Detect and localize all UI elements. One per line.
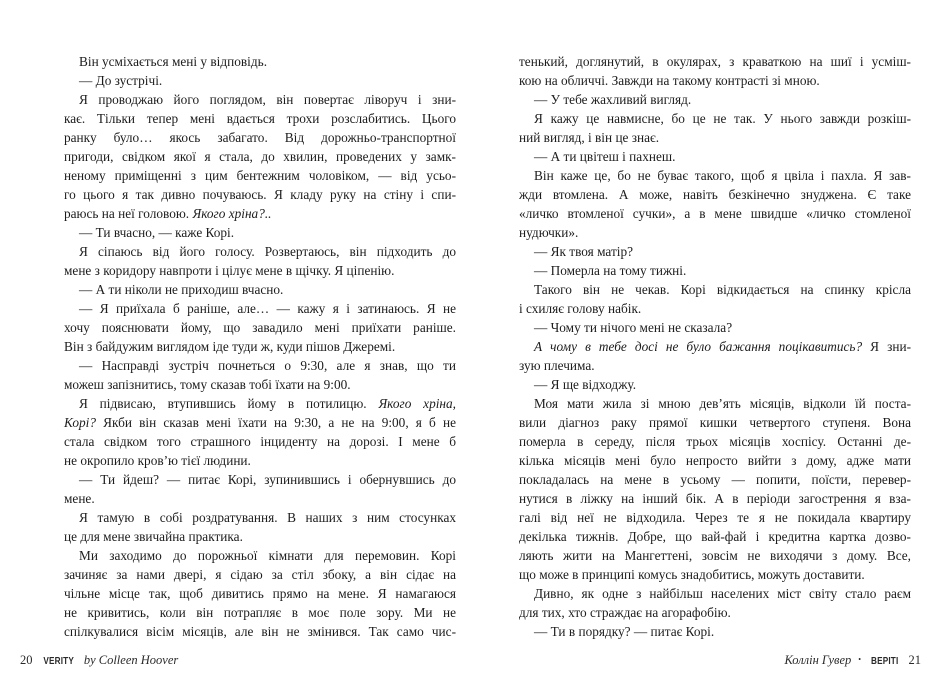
text-segment: неному приміщенні з цим бентежним чоловіком, — від усьо-	[64, 168, 456, 183]
text-segment: го цього я так дивно почуваюсь. Я кладу руку на стіну і спи-	[64, 187, 456, 202]
text-segment: мене.	[64, 491, 95, 506]
text-segment: — Насправді зустріч почнеться о 9:30, але я знав, що ти	[79, 358, 456, 373]
text-segment: не кривитись, коли він потрапляє в моє поле зору. Ми не	[64, 605, 456, 620]
page-number-right: 21	[908, 653, 921, 667]
text-segment: Дивно, як одне з найбільш населених міст світу стало раєм	[534, 586, 911, 601]
text-line	[519, 261, 911, 280]
text-segment: — До зустрічі.	[79, 73, 163, 88]
text-line	[64, 470, 456, 489]
text-segment: Я сіпаюсь від його голосу. Розвертаюсь, він підходить до	[79, 244, 456, 259]
text-line	[64, 166, 456, 185]
text-segment: не окропило кров’ю тієї людини.	[64, 453, 251, 468]
text-segment: і схиляє голову набік.	[519, 301, 642, 316]
page-right-body	[519, 52, 911, 641]
text-line	[519, 356, 911, 375]
text-segment: — Ти вчасно, — каже Корі.	[79, 225, 235, 240]
text-line	[64, 375, 456, 394]
text-segment-italic: Якого хріна?..	[192, 206, 272, 221]
text-line	[519, 527, 911, 546]
text-segment: нутися в ліжку на інший бік. А в періоди загострення я вза-	[519, 491, 911, 506]
text-line	[519, 413, 911, 432]
text-line	[519, 470, 911, 489]
text-line	[519, 128, 911, 147]
text-line	[64, 508, 456, 527]
text-line	[519, 584, 911, 603]
text-segment: — Ти йдеш? — питає Корі, зупинившись і обернувшись до	[79, 472, 456, 487]
text-line	[64, 128, 456, 147]
text-segment: це для мене звичайна практика.	[64, 529, 243, 544]
text-segment: для тих, хто страждає на агорафобію.	[519, 605, 731, 620]
text-segment: мене з коридору навпроти і цілує мене в щічку. Я ціпенію.	[64, 263, 395, 278]
text-segment: Він усміхається мені у відповідь.	[79, 54, 268, 69]
text-segment: Він з байдужим виглядом іде туди ж, куди пішов Джеремі.	[64, 339, 396, 354]
text-line	[64, 584, 456, 603]
text-line	[519, 565, 911, 584]
footer-separator-bullet: •	[858, 655, 862, 664]
text-segment: Я проводжаю його поглядом, він повертає ліворуч і зни-	[79, 92, 456, 107]
text-line	[64, 185, 456, 204]
text-segment: спілкувалися вісім місяців, але він не змінився. Так само чис-	[64, 624, 456, 639]
text-line	[64, 337, 456, 356]
text-line	[519, 147, 911, 166]
text-line	[64, 280, 456, 299]
text-segment: — А ти цвітеш і пахнеш.	[534, 149, 676, 164]
text-line	[519, 109, 911, 128]
text-line	[64, 413, 456, 432]
text-line	[64, 147, 456, 166]
text-segment: Якби він сказав мені їхати на 9:30, а не на 9:00, я б не	[103, 415, 456, 430]
text-segment: кілька місяців мені було непросто вийти з дому, адже мати	[519, 453, 911, 468]
text-segment: зачиняє за нами двері, я сідаю за стіл збоку, а він сідає на	[64, 567, 456, 582]
page-left	[0, 0, 466, 700]
text-segment: кає. Тільки тепер мені вдається трохи розслабитись. Цього	[64, 111, 456, 126]
text-segment: раюсь на неї головою.	[64, 206, 193, 221]
text-line	[64, 546, 456, 565]
text-line	[519, 280, 911, 299]
text-line	[519, 52, 911, 71]
text-line	[519, 223, 911, 242]
text-segment: Такого він не чекав. Корі відкидається на спинку крісла	[534, 282, 911, 297]
text-line	[64, 242, 456, 261]
text-line	[64, 109, 456, 128]
text-line	[519, 185, 911, 204]
text-segment: Я зни-	[870, 339, 911, 354]
text-segment: — Чому ти нічого мені не сказала?	[534, 320, 733, 335]
text-segment: Я тамую в собі роздратування. В наших з ним стосунках	[79, 510, 456, 525]
text-segment-italic: Якого хріна,	[378, 396, 456, 411]
text-segment: вили діагноз раку прямої кишки четвертого ступеня. Вона	[519, 415, 911, 430]
text-line	[64, 622, 456, 641]
footer-byline-left: by Colleen Hoover	[83, 653, 179, 667]
text-segment: кою на обличчі. Завжди на такому контрасті зі мною.	[519, 73, 820, 88]
text-line	[64, 451, 456, 470]
text-segment: можеш запізнитись, тому сказав тобі їхати на 9:00.	[64, 377, 351, 392]
text-segment: Моя мати жила зі мною дев’ять місяців, відколи їй поста-	[534, 396, 911, 411]
text-line	[519, 451, 911, 470]
page-number-left: 20	[20, 653, 33, 667]
text-line	[519, 166, 911, 185]
text-segment: пригоди, свідком якої я стала, до хвилин, проведених у замк-	[64, 149, 456, 164]
text-segment: — Я ще відходжу.	[534, 377, 637, 392]
text-segment: — Я приїхала б раніше, але… — кажу я і затинаюсь. Я не	[79, 301, 456, 316]
text-line	[519, 546, 911, 565]
text-line	[519, 90, 911, 109]
text-line	[64, 527, 456, 546]
text-segment: нудючки».	[519, 225, 579, 240]
text-line	[64, 261, 456, 280]
text-line	[519, 622, 911, 641]
text-line	[64, 204, 456, 223]
page-right-footer	[784, 653, 921, 668]
text-line	[519, 603, 911, 622]
text-segment: ляють жити на Мангеттені, зовсім не виходячи з дому. Все,	[519, 548, 911, 563]
text-line	[64, 52, 456, 71]
text-segment: покладалась на мене в усьому — попити, поїсти, перевер-	[519, 472, 911, 487]
text-line	[64, 299, 456, 318]
text-segment: Ми заходимо до порожньої кімнати для перемовин. Корі	[79, 548, 456, 563]
text-segment: Він каже це, бо не буває такого, щоб я цвіла і пахла. Я зав-	[534, 168, 911, 183]
text-segment: ранку було… якось забагато. Від дорожньо-транспортної	[64, 130, 456, 145]
text-line	[64, 603, 456, 622]
text-line	[519, 508, 911, 527]
text-line	[64, 394, 456, 413]
text-line	[519, 337, 911, 356]
text-line	[519, 432, 911, 451]
text-segment: «личко втомленої сучки», а в мене швидше «личко стомленої	[519, 206, 911, 221]
text-segment: зую плечима.	[519, 358, 595, 373]
text-line	[64, 223, 456, 242]
text-segment-italic: А чому в тебе досі не було бажання поцікавитись?	[534, 339, 871, 354]
text-line	[64, 432, 456, 451]
text-segment: що може в принципі комусь знадобитись, можуть доставити.	[519, 567, 865, 582]
text-line	[64, 356, 456, 375]
text-segment: Я кажу це навмисне, бо це не так. У нього завжди розкіш-	[534, 111, 911, 126]
text-line	[64, 489, 456, 508]
footer-book-title-left: VERITY	[42, 655, 74, 667]
text-line	[64, 565, 456, 584]
text-segment: Я підвисаю, втупившись йому в потилицю.	[79, 396, 379, 411]
text-segment: — Ти в порядку? — питає Корі.	[534, 624, 715, 639]
text-segment: жди втомлена. А може, навіть безкінечно знуджена. Є таке	[519, 187, 911, 202]
text-segment-italic: Корі?	[64, 415, 104, 430]
text-segment: галі від неї не відходила. Через те я не покидала квартиру	[519, 510, 911, 525]
page-left-body	[64, 52, 456, 641]
text-line	[519, 242, 911, 261]
text-line	[519, 204, 911, 223]
page-left-footer	[20, 653, 178, 668]
text-line	[64, 318, 456, 337]
text-line	[64, 90, 456, 109]
text-segment: хочу пояснювати йому, що завадило мені приїхати раніше.	[64, 320, 456, 335]
text-line	[519, 394, 911, 413]
text-segment: — А ти ніколи не приходиш вчасно.	[79, 282, 284, 297]
text-segment: стала свідком того страшного інциденту на дорозі. І мене б	[64, 434, 456, 449]
text-segment: ний вигляд, і він це знає.	[519, 130, 660, 145]
text-line	[519, 375, 911, 394]
text-segment: чільне місце так, щоб дивитись прямо на мене. Я намагаюся	[64, 586, 456, 601]
text-segment: — Померла на тому тижні.	[534, 263, 687, 278]
text-segment: тенький, доглянутий, в окулярах, з краваткою на шиї і усміш-	[519, 54, 911, 69]
text-segment: — Як твоя матір?	[534, 244, 634, 259]
text-line	[64, 71, 456, 90]
text-segment: — У тебе жахливий вигляд.	[534, 92, 692, 107]
text-segment: декілька тижнів. Добре, що вай-фай і кредитна картка дозво-	[519, 529, 911, 544]
footer-book-title-right: ВЕРІТІ	[871, 655, 899, 667]
text-segment: померла в середу, після трьох місяців хоспісу. Останні де-	[519, 434, 911, 449]
footer-author-right: Коллін Гувер	[784, 653, 852, 667]
page-right	[466, 0, 933, 700]
text-line	[519, 489, 911, 508]
text-line	[519, 71, 911, 90]
text-line	[519, 299, 911, 318]
text-line	[519, 318, 911, 337]
